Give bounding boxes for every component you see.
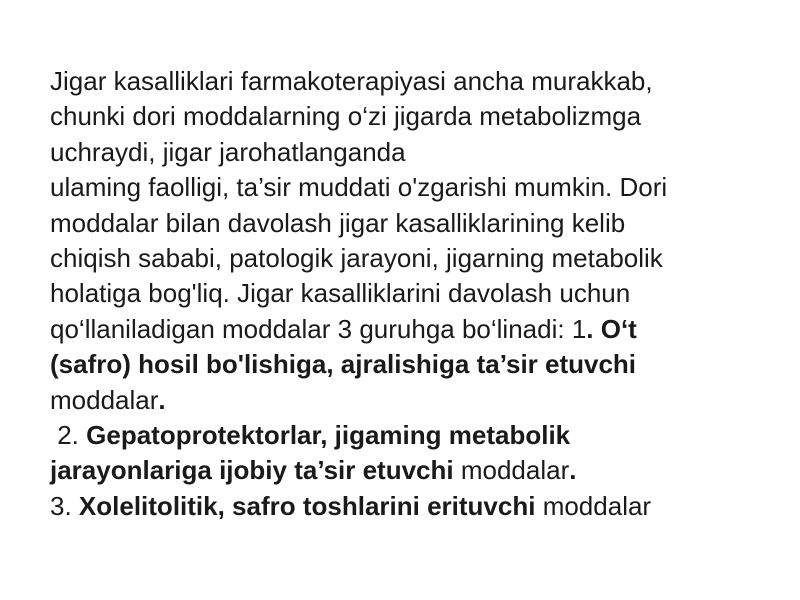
bold-text-segment: . bbox=[158, 384, 166, 415]
body-text bbox=[50, 64, 750, 524]
text-line: ulaming faolligi, ta’sir muddati o'zgarishi mumkin. Dori bbox=[50, 172, 668, 203]
bold-text-segment: . bbox=[569, 455, 577, 486]
text-line bbox=[50, 383, 750, 418]
text-line: holatiga bog'liq. Jigar kasalliklarini davolash uchun bbox=[50, 278, 631, 309]
bold-text-segment: Gepatoprotektorlar, jigaming metabolik bbox=[86, 419, 571, 450]
text-line: uchraydi, jigar jarohatlanganda bbox=[50, 136, 406, 167]
text-line: moddalar bilan davolash jigar kasalliklarining kelib bbox=[50, 207, 626, 238]
list-number: 3. bbox=[50, 490, 79, 521]
list-item-3 bbox=[50, 489, 750, 524]
text-segment: moddalar bbox=[50, 384, 159, 415]
bold-text-segment: Xolelitolitik, safro toshlarini erituvchi bbox=[78, 490, 536, 521]
text-segment: moddalar bbox=[535, 490, 652, 521]
text-segment: qo‘llaniladigan moddalar 3 guruhga bo‘linadi: 1 bbox=[50, 313, 587, 344]
list-item-2-line1 bbox=[50, 418, 750, 453]
text-segment: moddalar bbox=[453, 455, 570, 486]
text-line-group-intro bbox=[50, 312, 750, 347]
bold-text-segment: jarayonlariga ijobiy ta’sir etuvchi bbox=[50, 455, 454, 486]
bold-text-segment: . O‘t bbox=[586, 313, 637, 344]
text-line: chiqish sababi, patologik jarayoni, jigarning metabolik bbox=[50, 242, 663, 273]
bold-text-line: (safro) hosil bo'lishiga, ajralishiga ta’sir etuvchi bbox=[50, 349, 637, 380]
list-number: 2. bbox=[50, 419, 87, 450]
list-item-2-line2 bbox=[50, 453, 750, 488]
text-line: Jigar kasalliklari farmakoterapiyasi ancha murakkab, bbox=[50, 66, 653, 96]
text-line: chunki dori moddalarning o‘zi jigarda metabolizmga bbox=[50, 101, 642, 132]
